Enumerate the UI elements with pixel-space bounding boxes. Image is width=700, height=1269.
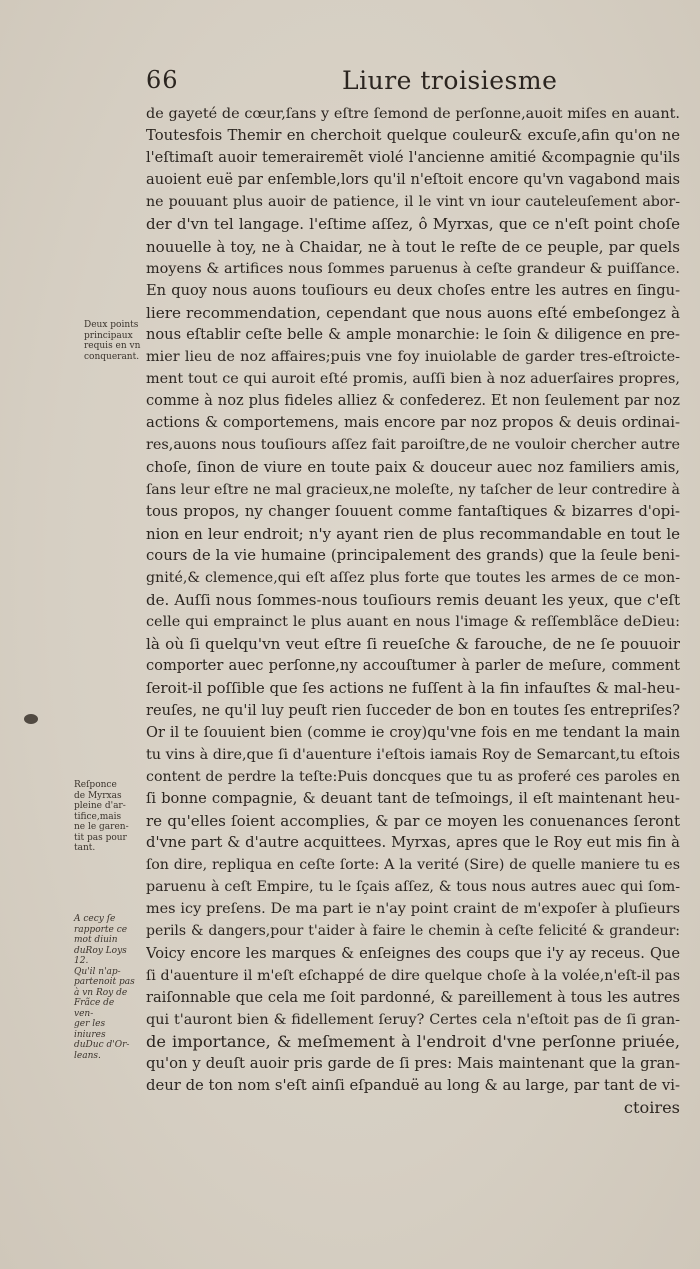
body-text [146,103,680,1119]
text-line: mier lieu de noz affaires;puis vne foy inuiolable de garder tres-eſtroicte- [146,349,680,366]
text-line: der d'vn tel langage. l'eſtime aſſez, ô Myrxas, que ce n'eſt point choſe [146,215,680,234]
text-line: re qu'elles ſoient accomplies, & par ce moyen les conuenances ſeront [146,812,680,830]
text-line: ſi bonne compagnie, & deuant tant de teſmoings, il eſt maintenant heu- [146,789,680,807]
text-line: ment tout ce qui auroit eſté promis, auſſi bien à noz aduerſaires propres, [146,371,680,388]
text-line: gnité,& clemence,qui eſt aſſez plus forte que toutes les armes de ce mon- [146,569,680,586]
text-line: celle qui emprainct le plus auant en nous l'image & reſſemblãce deDieu: [146,614,680,631]
text-line: auoient euë par enſemble,lors qu'il n'eſtoit encore qu'vn vagabond mais [146,171,680,189]
text-line: deur de ton nom s'eſt ainſi eſpanduë au long & au large, par tant de vi- [146,1077,680,1095]
ink-blot [24,714,38,724]
text-line: perils & dangers,pour t'aider à faire le chemin à ceſte felicité & grandeur: [146,923,680,940]
marginal-note: A cecy ſe rapporte ce mot diuin duRoy Loys 12. Qu'il n'ap- partenoit pas à vn Roy de Frãce de ven- ger les iniures duDuc d'Or- leans. [74,914,135,1061]
text-line: de. Auſſi nous ſommes-nous touſiours remis deuant les yeux, que c'eſt [146,591,680,610]
text-line: res,auons nous touſiours aſſez fait paroiſtre,de ne vouloir chercher autre [146,437,680,454]
text-line: Or il te ſouuient bien (comme ie croy)qu'vne fois en me tendant la main [146,723,680,741]
text-line: ſeroit-il poſſible que ſes actions ne fuſſent à la fin infauſtes & mal-heu- [146,679,680,698]
text-line: qu'on y deuſt auoir pris garde de ſi pres: Mais maintenant que la gran- [146,1055,680,1073]
marginal-note: Reſponce de Myrxas pleine d'ar- tifice,mais ne le garen- tit pas pour tant. [74,780,129,853]
text-line: reuſes, ne qu'il luy peuſt rien ſucceder de bon en toutes ſes entrepriſes? [146,701,680,719]
text-line: cours de la vie humaine (principalement des grands) que la ſeule beni- [146,546,680,564]
text-line: tu vins à dire,que ſi d'auenture i'eſtois iamais Roy de Semarcant,tu eſtois [146,746,680,763]
text-line: comme à noz plus fideles alliez & confederez. Et non ſeulement par noz [146,392,680,410]
text-line: qui t'auront bien & fidellement ſeruy? Certes cela n'eſtoit pas de ſi gran- [146,1011,680,1028]
text-line: moyens & artifices nous ſommes paruenus à ceſte grandeur & puiſſance. [146,260,680,277]
text-line: nouuelle à toy, ne à Chaidar, ne à tout le reſte de ce peuple, par quels [146,237,680,256]
marginal-note: Deux points principaux requis en vn conquerant. [84,320,141,362]
catchword: ctoires [623,1098,680,1118]
text-line: là où ſi quelqu'vn veut eſtre ſi reueſche & farouche, de ne ſe pouuoir [146,635,680,654]
text-line: nous eſtablir ceſte belle & ample monarchie: le ſoin & diligence en pre- [146,325,680,343]
text-line: ſon dire, repliqua en ceſte ſorte: A la verité (Sire) de quelle maniere tu es [146,857,680,874]
text-line: Toutesfois Themir en cherchoit quelque couleur& excuſe,afin qu'on ne [146,127,680,145]
text-line: choſe, ſinon de viure en toute paix & douceur auec noz familiers amis, [146,458,680,476]
text-line: de gayeté de cœur,ſans y eſtre ſemond de perſonne,auoit miſes en auant. [146,106,680,122]
text-line: raiſonnable que cela me ſoit pardonné, & pareillement à tous les autres [146,988,680,1006]
text-line: d'vne part & d'autre acquittees. Myrxas, apres que le Roy eut mis fin à [146,834,680,852]
text-line: En quoy nous auons touſiours eu deux choſes entre les autres en ſingu- [146,281,680,299]
text-line: actions & comportemens, mais encore par noz propos & deuis ordinai- [146,414,680,432]
text-line: mes icy preſens. De ma part ie n'ay point craint de m'expoſer à pluſieurs [146,901,680,918]
text-line: nion en leur endroit; n'y ayant rien de plus recommandable en tout le [146,524,680,543]
text-line: ne pouuant plus auoir de patience, il le vint vn iour cauteleuſement abor- [146,194,680,211]
text-line: ſi d'auenture il m'eſt eſchappé de dire quelque choſe à la volée,n'eſt-il pas [146,967,680,984]
text-line: de importance, & meſmement à l'endroit d'vne perſonne priuée, [146,1031,680,1051]
running-title: Liure troisiesme [342,66,558,95]
text-line: Voicy encore les marques & enſeignes des coups que i'y ay receus. Que [146,944,680,962]
text-line: tous propos, ny changer ſouuent comme fantaſtiques & bizarres d'opi- [146,502,680,520]
text-line: l'eſtimaſt auoir temerairemẽt violé l'ancienne amitié &compagnie qu'ils [146,149,680,167]
page-header [0,66,700,102]
page-number: 66 [146,66,179,94]
text-line: ſans leur eſtre ne mal gracieux,ne moleſte, ny taſcher de leur contredire à [146,481,680,498]
text-line: paruenu à ceſt Empire, tu le ſçais aſſez, & tous nous autres auec qui ſom- [146,879,680,896]
text-line: comporter auec perſonne,ny accouſtumer à parler de meſure, comment [146,657,680,675]
text-line: liere recommendation, cependant que nous auons eſté embeſongez à [146,303,680,322]
text-line: content de perdre la teſte:Puis doncques que tu as proferé ces paroles en [146,768,680,785]
